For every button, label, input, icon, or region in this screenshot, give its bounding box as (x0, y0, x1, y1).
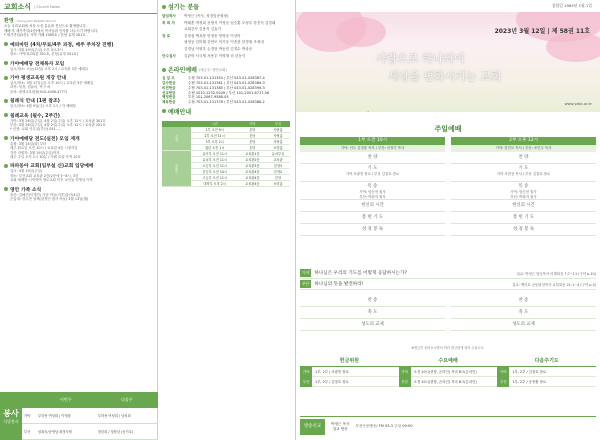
schedule-cell: 교육관4층 (238, 180, 266, 186)
schedule-cell: 본당 (238, 127, 266, 133)
broadcast-label: 방송선교 (300, 419, 325, 435)
news-item-line: 장소: 부산교회 교육관 2층(2층에 5~8시, 3층 (10, 173, 79, 178)
serve-names: 권영동 김미래 강연모 이기웅 이종관 한경철 조정대 (184, 40, 264, 45)
sermon-list (300, 268, 596, 290)
schedule-cell: 본당 (238, 138, 266, 144)
serve-names: 김정섭 백옥봉 안정웅 양명웅 이상탁 (184, 33, 241, 38)
order-item: 헌신의 시간 (451, 200, 596, 212)
service-1-order (300, 152, 445, 236)
duty-column (399, 367, 498, 387)
offering-type: 십 일 조 (162, 76, 175, 81)
service-label (0, 392, 22, 440)
duty-head: 수요예배 (399, 357, 498, 367)
service-1 (300, 137, 445, 236)
bullet-icon (4, 187, 8, 191)
schedule-cell: 본당 (266, 174, 290, 180)
news-item-heading: 파파동아 교회(임부설 신)교회 입당예배 (10, 164, 94, 170)
order-item: 봉 헌 기 도 (451, 212, 596, 224)
broadcast-type: 설교 방송 (332, 426, 348, 431)
sermon-row (300, 268, 596, 279)
news-title: 교회소식 (4, 2, 32, 11)
service-2-leaders: 가야: 한진모 목사 / 부산: 조인우 목사 (451, 145, 596, 152)
sermon-site-badge: 부산 (302, 281, 310, 286)
order-item (300, 182, 445, 200)
schedule-cell: 유치부실 (266, 150, 290, 156)
service-2-order (451, 152, 596, 236)
service-2 (451, 137, 596, 236)
offering-type: 선교헌금 (162, 90, 176, 95)
news-item (4, 135, 153, 160)
offering-type: 체육헌금 (162, 100, 176, 105)
schedule-cell: 교육관4층 (238, 168, 266, 174)
serve-list (158, 13, 295, 59)
bullet-icon (4, 136, 8, 140)
schedule-cell: 사랑홀 (266, 132, 290, 138)
bullet-icon (4, 99, 8, 103)
bulletin-main (296, 0, 600, 440)
news-item-line: * 신청: 교회 사무실(부산) 051-..., (10, 127, 62, 132)
duty-text: 1부, 2부 / 조광현 장로 (315, 370, 349, 374)
welcome-subtitle: Young-Ahn Baptist Church (17, 19, 56, 23)
news-item-line: 부산: 3월 26일(주일), 4월 2일(주일) 오후 12시 / 교육관 201호 (10, 123, 106, 128)
schedule-cell: 1부 오전 9시 (191, 127, 238, 133)
order-item-detail: 가야: 엄승현 집사 (359, 190, 386, 194)
bullet-icon (162, 5, 166, 9)
news-item-line: 매주 주일 오후 1시 30분 / 카페 로얄 사역 10호 (10, 155, 81, 160)
account-number: 수협 703-01-131361 / 부산 043-01-028389-0 (188, 80, 265, 85)
duty-row (497, 377, 596, 387)
schedule-cell: 초등부 오전 11시 (191, 162, 238, 168)
online-subtitle: (예금주: 영안교회) (198, 68, 227, 73)
news-item (4, 60, 153, 71)
service-next: 청년회 / 청장년 (송기호) (96, 424, 158, 440)
news-list (0, 41, 157, 202)
bullet-icon (4, 76, 8, 80)
duty-text: 1부, 2부 / 송종환 장로 (512, 380, 547, 384)
service-place: 부산 (22, 424, 36, 440)
closing-item: 성도의 교제 (300, 319, 445, 331)
account-number: 수협 1010-1232-9249 / 부산 101-2051-6717-06 (188, 90, 270, 95)
serve-row (158, 46, 295, 53)
duty-text: 오전 10시(현장, 온라인) 저녁 8시(온라인) (413, 380, 477, 384)
schedule-cell: 교육관 (266, 156, 290, 162)
serve-row (158, 39, 295, 46)
service-2-head: 2부 오후 12시 (451, 137, 596, 145)
duty-column (497, 367, 596, 387)
serve-role (162, 27, 184, 32)
denomination-label (366, 111, 370, 112)
ed-col: 시간 (191, 121, 238, 127)
serve-names: 박래혼 박경희 선명식 이영준 임승훈 모정우 한진석 김경래 (184, 20, 276, 25)
schedule-cell: 교육관2층 (238, 156, 266, 162)
service-this: 부하용 여성회 / 이영춘 (36, 408, 96, 424)
order-item-detail: 가야 조광현 장로 / 부산 김창호 장로 (345, 172, 400, 176)
serve-row (158, 26, 295, 33)
serve-names: 김관학 서국제 서용우 이명재 외 한동식 (184, 53, 246, 58)
schedule-group: 교육부 (162, 150, 191, 186)
news-item-heading: 영안 가족 소식 (10, 187, 42, 193)
broadcast-preacher-name: 박정근 목사 (330, 422, 350, 427)
news-item-heading: 예피마틴 (4차/무료/4주 과정, 매주 주차장 진행) (10, 42, 114, 48)
closing-item: 성도의 교제 (451, 319, 596, 331)
service-2-closing (451, 295, 596, 331)
account-number: 수협 703-01-131354 / 부산 043-01-028387-4 (188, 76, 265, 81)
schedule-cell: 3부 오후 2시 (191, 138, 238, 144)
website-link[interactable]: www.yabc.or.kr (564, 102, 592, 106)
serve-names: 교회간사 김용자 김효기 (184, 27, 221, 32)
schedule-cell: 청년 오후 1시 (191, 144, 238, 150)
broadcast-preacher (325, 422, 356, 431)
news-item-line: 출산: 김해진(이재진) 가정 아들(지후)출산(4일) (10, 192, 81, 197)
schedule-cell: 교육관3층 (238, 162, 266, 168)
order-item (451, 182, 596, 200)
serve-row (158, 13, 295, 20)
serve-role (162, 47, 184, 52)
order-item: 봉 헌 기 도 (300, 212, 445, 224)
blossom-decoration (546, 32, 600, 62)
service-col-place (22, 392, 36, 408)
closing-item: 축 도 (300, 307, 445, 319)
online-title: 온라인예배 (168, 67, 197, 75)
service-this: 심희숙/송영남 최정숙원 (36, 424, 96, 440)
order-item-title: 기 도 (518, 166, 529, 171)
site-badge: 부산 (399, 377, 411, 387)
site-badge: 가야 (399, 367, 411, 377)
table-row (22, 424, 158, 440)
schedule-cell: 본당3 (266, 162, 290, 168)
news-item-line: 문의: 평생교육원장(010-4096-4777) (10, 89, 68, 94)
church-news-column (0, 0, 158, 440)
closing-item: 찬 송 (300, 295, 445, 307)
news-subtitle: | Church News (34, 4, 60, 9)
order-item (300, 164, 445, 182)
schedule-cell: 본당2 (266, 168, 290, 174)
duty-row (399, 367, 498, 377)
education-header (158, 105, 295, 118)
staff-column (158, 0, 296, 440)
sermon-reference: 설교: 박정근 담임목사 마태복음 7:7~11 (구약 p.10) (516, 271, 596, 276)
service-1-leaders: 가야: 인도 김정웅 목사 / 부산: 신정기 목사 (300, 145, 445, 152)
closing-item: 축 도 (451, 307, 596, 319)
news-item-line: 교회 세례를 시작하여 장로교회 이후 교인들 선생님 이후 (10, 178, 93, 183)
offering-type: 비전헌금 (162, 85, 176, 90)
news-item-title (4, 60, 153, 67)
service-table (0, 392, 158, 440)
welcome-line: 예배 후 새가족실(2층)에서 목사님과 인사를 나누시기 바랍니다. (4, 28, 99, 33)
news-item-line: 총괄: 3월 14일(화) 부터 (10, 141, 47, 146)
duty-row (399, 377, 498, 387)
welcome-line: * 새가족실(2층): 가야 카페 1005호 / 본당 유정 201호 (4, 33, 86, 38)
welcome-line: 오늘 우리교회에 처음 오신 분들을 진심으로 환영합니다. (4, 24, 87, 28)
news-item-heading: 가야 평생교육원 개강 안내 (10, 76, 66, 81)
schedule-cell: 교육관4층 (238, 174, 266, 180)
duty-column (300, 367, 399, 387)
schedule-cell: 고등부 오전 11시 (191, 174, 238, 180)
news-item-line: 장소: 가야대교회관 301호, 본당(유정 201호) (10, 52, 78, 57)
schedule-cell: 유치부 오전 11시 (191, 156, 238, 162)
bullet-icon (4, 164, 8, 168)
order-item: 찬 양 (451, 152, 596, 164)
news-item-line: 군입대: 강우현 형제(강경민 집사 아들) 3월 13일(월) (10, 197, 89, 202)
table-row (22, 408, 158, 424)
news-item (4, 74, 153, 94)
order-item: 성 경 봉 독 (300, 224, 445, 236)
founding-line: 창립일 1984년 1월 1일 (551, 3, 592, 8)
news-item (4, 97, 153, 108)
order-item-detail: 가야 조현현 목사 / 부산 김창호 장로 (496, 172, 551, 176)
order-item-title: 특 송 (367, 184, 378, 189)
schedule-cell: 본당 (238, 144, 266, 150)
duty-text: 오전 10시(현장, 온라인) 저녁 8시(온라인) (413, 370, 477, 374)
serve-role: 안수집사 (162, 53, 176, 58)
news-item-heading: 가야예배당 전도(실전) 모임 재개 (10, 136, 80, 142)
ed-col: 가야 (238, 121, 266, 127)
online-offering (158, 63, 295, 105)
service-label-small: 식당봉사 (3, 418, 19, 424)
schedule-cell: 소망홀 (266, 180, 290, 186)
blossom-decoration (336, 17, 386, 47)
sermon-title: 하나님의 뜻을 발견하라! (314, 282, 364, 287)
bullet-icon (4, 113, 8, 117)
news-item-line: 일시/장소: 4월 9일(주) 오후 2시 / 각 예배당 (10, 104, 76, 109)
news-header (0, 0, 157, 14)
news-item-heading: 침례식 안내 (1편 참조) (10, 99, 60, 105)
broadcast-station: 부산극동방송/ FM 93.3 주일 09:00 (355, 424, 413, 428)
news-item-heading: 침례교육 (필수, 2주간) (10, 113, 60, 119)
news-item (4, 162, 153, 182)
sermon-row (300, 279, 596, 290)
news-item-line: 과목: 성경, 컴퓨터, 탁구 외 (10, 85, 51, 90)
news-item (4, 41, 153, 57)
offering-note: ※헌금은 들어오시면서 미리 헌금함에 넣어 주십시오. (411, 346, 485, 350)
serve-header (158, 0, 295, 13)
serve-role (162, 40, 184, 45)
slogan-line-1: 사랑으로 하나되어 (376, 52, 465, 65)
service-1-closing (300, 295, 445, 331)
news-item-line: 일시: 3월 19일(주일) 오후 3시-5시 (10, 47, 63, 52)
account-number: 부산 101-2067-9588-05 (188, 95, 229, 100)
worship-title: 주일예배 (434, 125, 462, 133)
site-badge: 가야 (497, 367, 509, 377)
service-next: 부하용 여성회 / 남성회 (96, 408, 158, 424)
news-item-line: 매주 화요일 오전 10시 / 교육관 4층 시청각실 (10, 146, 78, 151)
welcome-title: 환영 (4, 18, 14, 24)
order-item-detail: 부산: 박희자 집사 (510, 195, 537, 199)
news-item (4, 112, 153, 132)
account-number: 수협 703-01-131378 / 부산 043-01-028388-2 (188, 100, 265, 105)
schedule-cell: 중등부 오전 10시 (191, 168, 238, 174)
serve-names: 박정근 (목사, 성경암송원장) (184, 14, 229, 18)
serve-role: 장 로 (162, 33, 171, 38)
serve-role: 목 회 자 (162, 20, 175, 25)
account-number: 수협 703-01-131385 / 부산 043-01-028390-3 (188, 85, 265, 90)
duty-row (300, 377, 399, 387)
order-item: 성 경 봉 독 (451, 224, 596, 236)
serve-title: 섬기는 분들 (168, 4, 200, 11)
news-item-line: 일시/장소: 3월 17일(금) 오후 10시 / 교육관 3층 예배실 (10, 81, 94, 85)
service-1-head: 1부 오전 10시 (300, 137, 445, 145)
sermon-reference: 설교: 백익호 공동담임목사 요한복음 21:1~4 (구약 p.3) (512, 282, 596, 287)
schedule-cell: 2부 오전 11시 (191, 132, 238, 138)
education-title: 예배안내 (168, 108, 192, 116)
news-item-title (4, 186, 153, 193)
duty-head: 헌금위원 (300, 357, 399, 367)
news-item-title (4, 112, 153, 119)
bullet-icon (162, 109, 166, 113)
service-col-this: 이번주 (36, 392, 96, 408)
news-item (4, 186, 153, 202)
service-col-next: 다음주 (96, 392, 158, 408)
order-item-detail: 가야: 엄승현 집사 (510, 190, 537, 194)
site-badge: 가야 (300, 367, 312, 377)
duty-text: 1부, 2부 / 김창호 장로 (315, 380, 349, 384)
serve-role: 담임목사 (162, 14, 176, 18)
order-item-title: 특 송 (518, 184, 529, 189)
duty-head: 다음주기도 (497, 357, 596, 367)
duty-row (497, 367, 596, 377)
site-badge: 부산 (300, 377, 312, 387)
ed-col: 부산 (266, 121, 290, 127)
church-logo (366, 111, 411, 112)
news-item-line: 간증 자원자: 3월 19일(주일)까지 (10, 150, 60, 155)
duty-text: 1부, 2부 / 김창호 장로 (512, 370, 547, 374)
schedule-cell: 사랑홀 (266, 138, 290, 144)
closing-item: 찬 송 (451, 295, 596, 307)
news-item-heading: 가야예배당 전체목자 모임 (10, 61, 65, 67)
order-item: 헌신의 시간 (300, 200, 445, 212)
bullet-icon (162, 68, 166, 72)
sermon-site-badge: 가야 (302, 270, 310, 275)
service-place: 가야 (22, 408, 36, 424)
schedule-cell: 본당 (238, 132, 266, 138)
site-badge: 부산 (497, 377, 509, 387)
duty-body (300, 367, 596, 387)
broadcast-bar (300, 416, 596, 436)
order-item: 찬 양 (300, 152, 445, 164)
serve-row (158, 33, 295, 40)
order-item (451, 164, 596, 182)
schedule-cell: 유아부 오전 11시 (191, 150, 238, 156)
news-item-title (4, 135, 153, 142)
issue-date: 2023년 3월 12일 | 제 58권 11호 (494, 28, 590, 35)
welcome-block (4, 17, 153, 38)
news-item-title (4, 74, 153, 81)
online-list (158, 76, 295, 105)
news-item-line: 일시/장소: 오늘(12일) 오후 2시 / 교육관 3층 예배실 (10, 66, 88, 71)
bullet-icon (4, 42, 8, 46)
news-item-line: 일시: 3월 19일(주일) (10, 169, 43, 174)
service-label-big: 봉사 (3, 408, 19, 418)
schedule-cell: 교육관1층 (238, 150, 266, 156)
sermon-title: 하나님은 우리의 기도를 어떻게 응답하시는가? (314, 271, 407, 276)
news-item-title (4, 41, 153, 48)
worship-schedule-table (162, 121, 290, 187)
slogan-line-2: 세상을 변화시키는 교회 (388, 70, 502, 83)
serve-names: 김경남 이영우 손경현 박동민 김경수 박상준 (184, 46, 253, 51)
order-item-title: 기 도 (367, 166, 378, 171)
duty-table (300, 357, 596, 387)
serve-row (158, 20, 295, 27)
order-item-detail: 부산: 박희자 집사 (359, 195, 386, 199)
schedule-cell: 소망홀 (266, 144, 290, 150)
news-item-line: 가야: 3월 26일(주일), 4월 2일(주일) 오후 12시 / 교육관 301호 (10, 118, 106, 123)
service-schedule (22, 392, 158, 440)
schedule-group: 주일 (162, 127, 191, 151)
bullet-icon (4, 61, 8, 65)
offering-type: 행정헌금 (162, 95, 176, 100)
serve-row (158, 53, 295, 60)
offering-type: 감사헌금 (162, 80, 176, 85)
duty-row (300, 367, 399, 377)
online-header (158, 63, 295, 76)
schedule-cell: 대학부 오후 2시 (191, 180, 238, 186)
schedule-cell: 사랑홀 (266, 127, 290, 133)
